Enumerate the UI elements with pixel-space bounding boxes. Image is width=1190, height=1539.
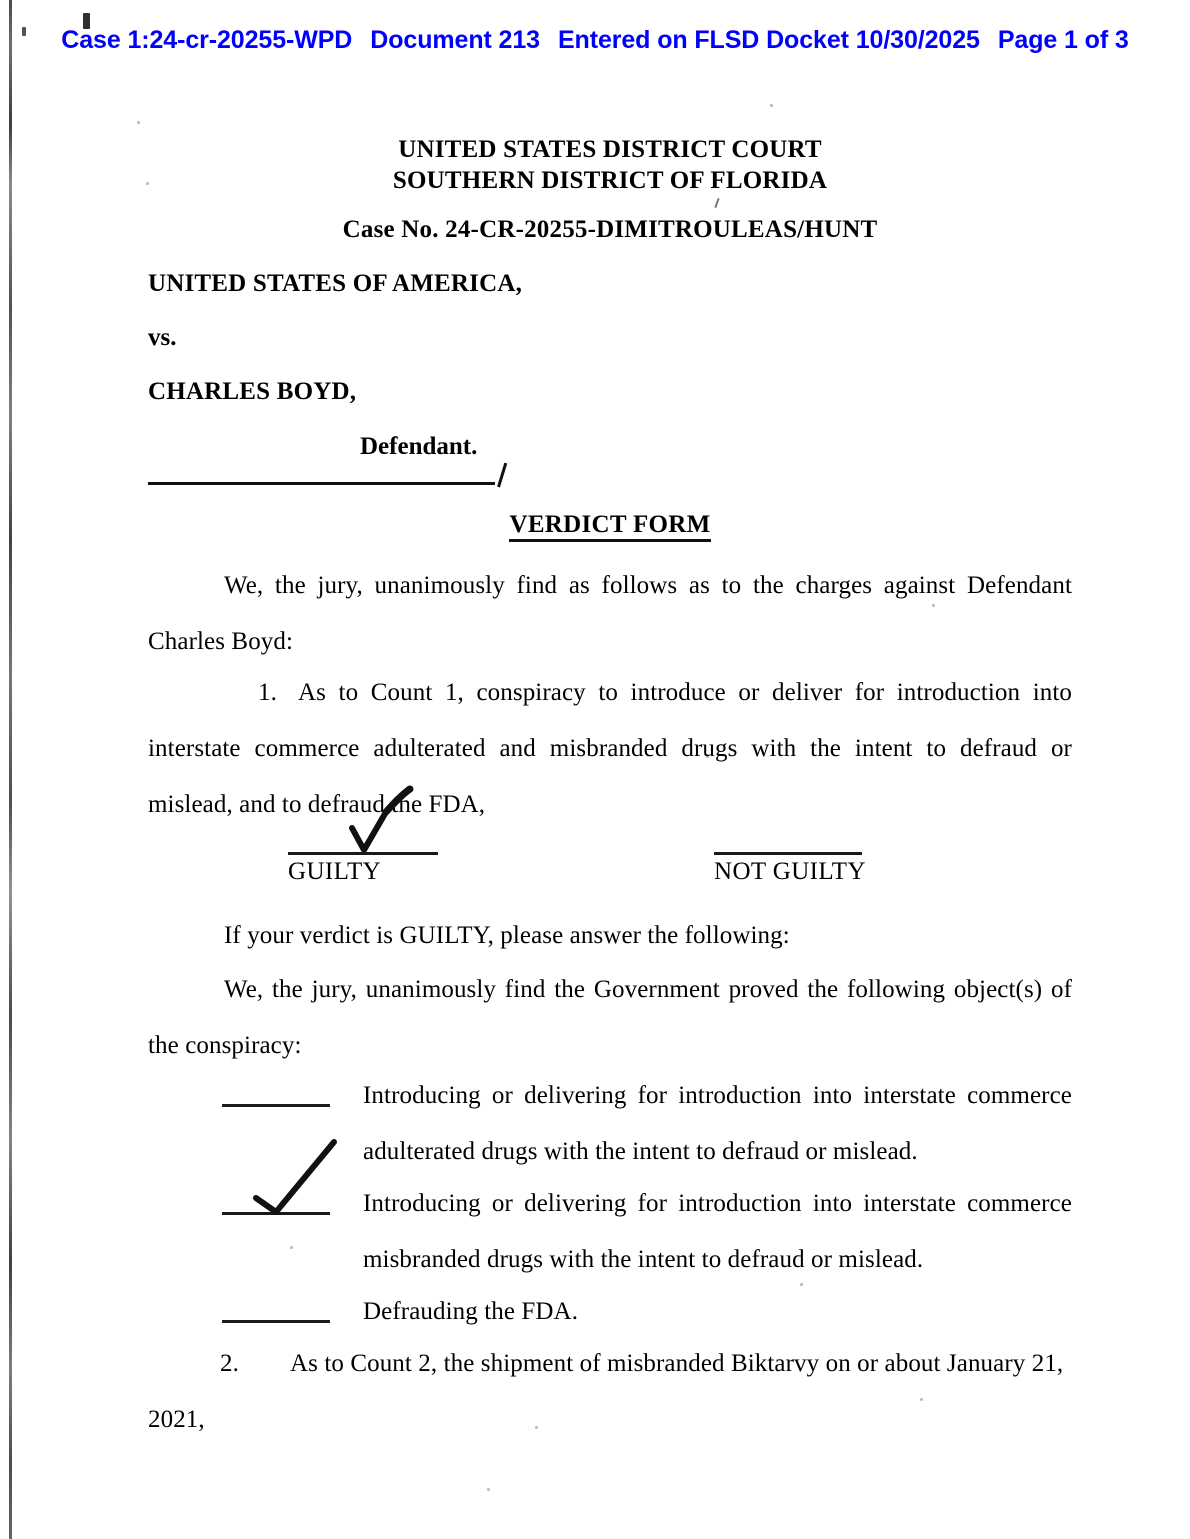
scan-tick-artifact	[714, 198, 719, 208]
caption-slash-mark	[497, 463, 507, 488]
scan-dust-artifact	[290, 1246, 293, 1249]
docket-case-number: Case 1:24-cr-20255-WPD	[61, 26, 353, 54]
scan-edge-artifact	[9, 0, 12, 1539]
court-title	[148, 134, 1072, 196]
versus-label: vs.	[148, 324, 177, 351]
docket-header-stamp	[0, 26, 1190, 55]
guilty-signature-line[interactable]	[288, 852, 438, 855]
not-guilty-signature-line[interactable]	[714, 852, 862, 855]
object-1-text: Introducing or delivering for introduction into interstate commerce adulterated drugs with the intent to defraud or mislead.	[363, 1082, 1072, 1165]
objects-prompt: We, the jury, unanimously find the Government proved the following object(s) of the conspiracy:	[148, 976, 1072, 1059]
scan-dust-artifact	[770, 104, 773, 107]
scan-dust-artifact	[137, 121, 140, 124]
object-2-blank-line[interactable]	[222, 1212, 330, 1215]
count-2-number: 2.	[220, 1350, 239, 1377]
caption-divider-rule	[148, 482, 495, 485]
plaintiff-name: UNITED STATES OF AMERICA,	[148, 270, 523, 297]
case-number-line: Case No. 24-CR-20255-DIMITROULEAS/HUNT	[342, 216, 878, 243]
docket-page-number: Page 1 of 3	[997, 26, 1129, 54]
page-title	[148, 511, 1072, 539]
court-name: UNITED STATES DISTRICT COURT	[398, 136, 822, 163]
object-2-text: Introducing or delivering for introduction into interstate commerce misbranded drugs with the intent to defraud or mislead.	[363, 1190, 1072, 1273]
object-1-blank-line[interactable]	[222, 1104, 330, 1107]
count-1-number: 1.	[258, 679, 277, 706]
guilty-label: GUILTY	[288, 858, 382, 885]
jury-intro-paragraph: We, the jury, unanimously find as follows as to the charges against Defendant Charles Boyd:	[148, 572, 1072, 655]
object-3-text: Defrauding the FDA.	[363, 1298, 579, 1325]
docket-entered-date: Entered on FLSD Docket 10/30/2025	[557, 26, 980, 54]
not-guilty-label: NOT GUILTY	[714, 858, 866, 885]
scan-dust-artifact	[487, 1488, 490, 1491]
object-3-blank-line[interactable]	[222, 1320, 330, 1323]
handwritten-checkmark-object-2	[246, 1136, 346, 1218]
docket-document-number: Document 213	[370, 26, 540, 54]
guilty-followup-prompt: If your verdict is GUILTY, please answer the following:	[224, 922, 790, 949]
defendant-role-label: Defendant.	[360, 433, 478, 460]
count-1-text: As to Count 1, conspiracy to introduce or deliver for introduction into interstate commerce adulterated and misbranded drugs with the intent to defraud or mislead, and to defraud the FDA,	[148, 679, 1072, 818]
court-district: SOUTHERN DISTRICT OF FLORIDA	[392, 167, 828, 194]
defendant-name: CHARLES BOYD,	[148, 378, 357, 405]
page-title-text: VERDICT FORM	[509, 511, 710, 542]
count-2-text: As to Count 2, the shipment of misbranded Biktarvy on or about January 21, 2021,	[148, 1350, 1064, 1433]
